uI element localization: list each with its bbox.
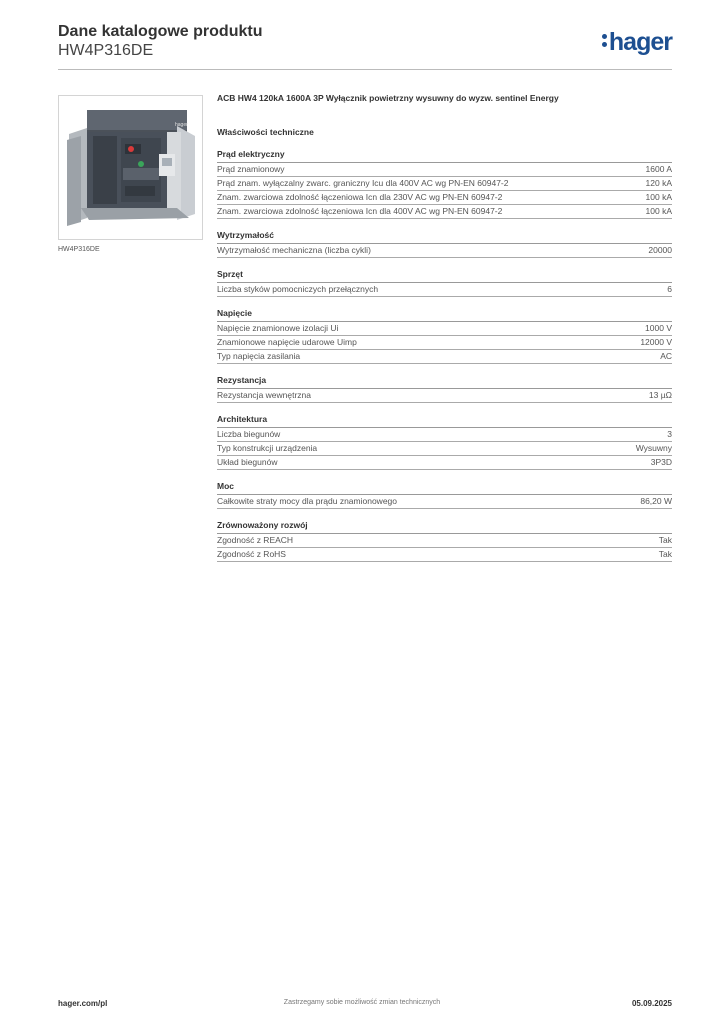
document-header [58,22,262,60]
spec-label: Wytrzymałość mechaniczna (liczba cykli) [217,245,371,255]
spec-label: Całkowite straty mocy dla prądu znamionowego [217,496,398,506]
spec-label: Prąd znamionowy [217,164,285,174]
spec-group [217,149,672,219]
spec-label: Rezystancja wewnętrzna [217,390,312,400]
spec-value: 120 kA [645,178,672,188]
image-caption: HW4P316DE [58,246,100,253]
spec-row [217,534,672,548]
spec-value: 86,20 W [640,496,672,506]
spec-group-title: Architektura [217,414,672,428]
header-divider [58,69,672,70]
spec-row [217,389,672,403]
spec-value: AC [660,351,672,361]
spec-row [217,350,672,364]
svg-text:hager: hager [175,122,188,128]
spec-group-title: Rezystancja [217,375,672,389]
spec-value: 20000 [648,245,672,255]
spec-label: Znam. zwarciowa zdolność łączeniowa Icn dla 230V AC wg PN-EN 60947-2 [217,192,503,202]
spec-label: Układ biegunów [217,457,278,467]
spec-label: Zgodność z RoHS [217,549,286,559]
spec-value: 100 kA [645,206,672,216]
spec-group [217,375,672,403]
spec-row [217,336,672,350]
circuit-breaker-icon [59,96,202,239]
document-title: Dane katalogowe produktu [58,23,263,40]
spec-value: 1600 A [645,164,672,174]
spec-value: 3 [667,429,672,439]
spec-group-title: Napięcie [217,308,672,322]
spec-group-title: Moc [217,481,672,495]
spec-label: Prąd znam. wyłączalny zwarc. graniczny Icu dla 400V AC wg PN-EN 60947-2 [217,178,509,188]
spec-group-title: Sprzęt [217,269,672,283]
spec-row [217,163,672,177]
spec-row [217,283,672,297]
spec-label: Typ napięcia zasilania [217,351,301,361]
spec-group [217,269,672,297]
spec-value: 100 kA [645,192,672,202]
spec-label: Typ konstrukcji urządzenia [217,443,318,453]
spec-group-title: Prąd elektryczny [217,149,672,163]
technical-properties-heading: Właściwości techniczne [217,127,314,137]
footer-website-link[interactable]: hager.com/pl [58,999,108,1008]
spec-row [217,177,672,191]
product-description: ACB HW4 120kA 1600A 3P Wyłącznik powietrzny wysuwny do wyzw. sentinel Energy [217,93,559,103]
spec-groups [217,149,672,562]
product-code: HW4P316DE [58,42,154,59]
spec-row [217,191,672,205]
footer-date: 05.09.2025 [631,999,672,1008]
footer-disclaimer: Zastrzegamy sobie możliwość zmian technicznych [283,999,441,1006]
product-image [58,95,203,240]
spec-row [217,548,672,562]
spec-group [217,230,672,258]
spec-value: Tak [658,535,672,545]
spec-value: Wysuwny [635,443,672,453]
spec-row [217,322,672,336]
spec-group-title: Zrównoważony rozwój [217,520,672,534]
spec-group [217,520,672,562]
spec-group [217,308,672,364]
hager-logo[interactable] [602,28,672,57]
spec-row [217,244,672,258]
spec-group [217,481,672,509]
spec-label: Liczba styków pomocniczych przełącznych [217,284,379,294]
spec-group-title: Wytrzymałość [217,230,672,244]
spec-value: 13 µΩ [648,390,672,400]
spec-label: Znamionowe napięcie udarowe Uimp [217,337,357,347]
spec-label: Zgodność z REACH [217,535,294,545]
spec-group [217,414,672,470]
spec-value: 1000 V [645,323,672,333]
spec-label: Liczba biegunów [217,429,281,439]
spec-row [217,205,672,219]
spec-row [217,428,672,442]
spec-row [217,456,672,470]
spec-label: Napięcie znamionowe izolacji Ui [217,323,339,333]
logo-dots-icon [602,32,607,48]
logo-text: hager [608,28,672,56]
spec-value: 6 [667,284,672,294]
spec-value: 3P3D [650,457,672,467]
spec-value: Tak [658,549,672,559]
spec-row [217,442,672,456]
spec-label: Znam. zwarciowa zdolność łączeniowa Icn dla 400V AC wg PN-EN 60947-2 [217,206,503,216]
spec-value: 12000 V [640,337,672,347]
specifications-panel [217,93,672,573]
spec-row [217,495,672,509]
